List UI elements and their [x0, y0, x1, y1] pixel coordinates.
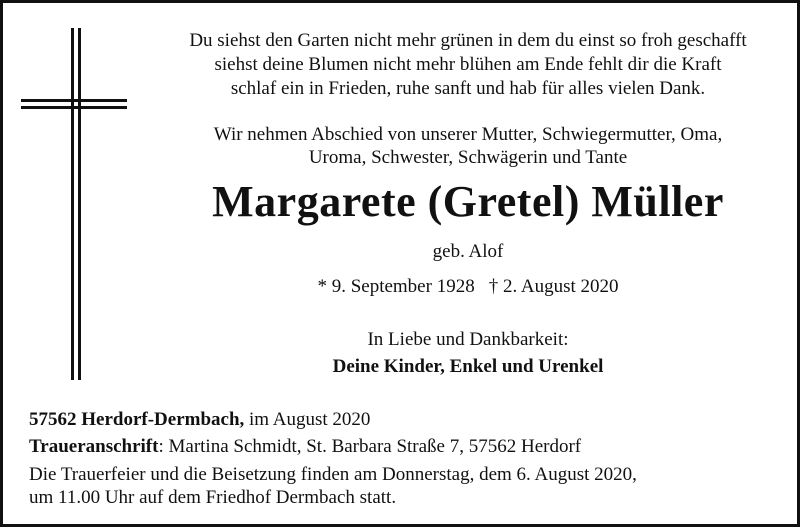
place-name: 57562 Herdorf-Dermbach, [29, 409, 245, 430]
farewell-intro [143, 123, 793, 169]
gratitude-line: In Liebe und Dankbarkeit: [367, 329, 569, 350]
poem-line: schlaf ein in Frieden, ruhe sanft und hab für alles vielen Dank. [230, 78, 706, 99]
place-date: im August 2020 [244, 409, 371, 430]
birth-date: * 9. September 1928 [317, 276, 475, 297]
death-date: † 2. August 2020 [488, 276, 619, 297]
address-label: Traueranschrift [29, 436, 159, 457]
place-date-line [29, 408, 789, 431]
intro-line: Wir nehmen Abschied von unserer Mutter, Schwiegermutter, Oma, [213, 124, 723, 145]
intro-line: Uroma, Schwester, Schwägerin und Tante [308, 147, 628, 168]
poem [143, 29, 793, 101]
poem-line: Du siehst den Garten nicht mehr grünen in dem du einst so froh geschafft [189, 30, 747, 51]
deceased-name: Margarete (Gretel) Müller [212, 177, 724, 226]
mourners-signature: Deine Kinder, Enkel und Urenkel [332, 356, 604, 377]
funeral-line: Die Trauerfeier und die Beisetzung finden am Donnerstag, dem 6. August 2020, [29, 464, 637, 485]
life-dates [143, 275, 793, 299]
address-text: : Martina Schmidt, St. Barbara Straße 7, 57562 Herdorf [158, 436, 582, 457]
funeral-line: um 11.00 Uhr auf dem Friedhof Dermbach statt. [29, 487, 397, 508]
poem-line: siehst deine Blumen nicht mehr blühen am Ende fehlt dir die Kraft [214, 54, 722, 75]
birth-name: geb. Alof [432, 241, 504, 262]
funeral-info [29, 463, 789, 509]
mourning-address [29, 435, 789, 458]
